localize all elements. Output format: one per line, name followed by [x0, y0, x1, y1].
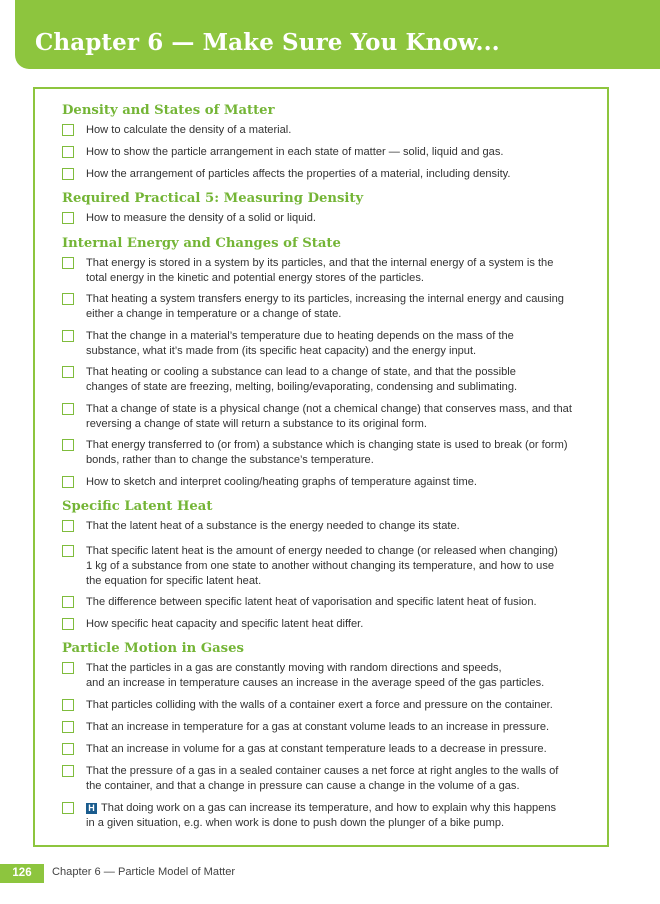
checkbox[interactable] [62, 662, 74, 674]
checkbox[interactable] [62, 293, 74, 305]
checklist-item-line: That a change of state is a physical change (not a chemical change) that conserves mass, and that [86, 403, 572, 415]
checklist-item-line: That energy is stored in a system by its particles, and that the internal energy of a system is the [86, 257, 554, 269]
section-title-internal-energy-and-changes-of-state: Internal Energy and Changes of State [62, 236, 341, 251]
checkbox[interactable] [62, 124, 74, 136]
checklist-item-line: That heating a system transfers energy to its particles, increasing the internal energy and causing [86, 293, 564, 305]
checklist-item-line: changes of state are freezing, melting, boiling/evaporating, condensing and sublimating. [86, 381, 518, 393]
checklist-item-line: bonds, rather than to change the substance’s temperature. [86, 454, 374, 466]
checkbox[interactable] [62, 596, 74, 608]
checklist-item-line: 1 kg of a substance from one state to another without changing its temperature, and how to use [86, 560, 555, 572]
page-title: Chapter 6 — Make Sure You Know... [35, 29, 500, 56]
checklist-item-line: total energy in the kinetic and potential energy stores of the particles. [86, 272, 424, 284]
checkbox[interactable] [62, 520, 74, 532]
checklist-item-text [86, 475, 596, 490]
checkbox[interactable] [62, 366, 74, 378]
checkbox[interactable] [62, 168, 74, 180]
checklist-item-text [86, 544, 596, 589]
checkbox[interactable] [62, 257, 74, 269]
checklist-item-text [86, 292, 596, 322]
checklist-item-text [86, 402, 596, 432]
checklist-item-line: That the latent heat of a substance is the energy needed to change its state. [86, 520, 460, 532]
section-title-density-and-states-of-matter: Density and States of Matter [62, 103, 275, 118]
chapter-header [15, 0, 660, 69]
checklist-item-line: That specific latent heat is the amount of energy needed to change (or released when changing) [86, 545, 558, 557]
checklist-item-line: That heating or cooling a substance can lead to a change of state, and that the possible [86, 366, 516, 378]
checklist-item-line: How to measure the density of a solid or liquid. [86, 212, 317, 224]
checkbox[interactable] [62, 545, 74, 557]
checklist-item-line: substance, what it’s made from (its specific heat capacity) and the energy input. [86, 345, 477, 357]
checklist-item-text [86, 698, 596, 713]
checkbox[interactable] [62, 330, 74, 342]
checklist-item-line: How the arrangement of particles affects the properties of a material, including density. [86, 168, 511, 180]
section-title-specific-latent-heat: Specific Latent Heat [62, 499, 213, 514]
checklist-item-line: That the change in a material’s temperature due to heating depends on the mass of the [86, 330, 514, 342]
checklist-item-line: How to sketch and interpret cooling/heating graphs of temperature against time. [86, 476, 477, 488]
checklist-item-text [86, 661, 596, 691]
checklist-item-line: That energy transferred to (or from) a substance which is changing state is used to break (or form) [86, 439, 568, 451]
checklist-content [35, 89, 611, 849]
checklist-panel [33, 87, 609, 847]
checklist-item-text [86, 256, 596, 286]
checkbox[interactable] [62, 476, 74, 488]
checkbox[interactable] [62, 618, 74, 630]
checklist-item-line: That the pressure of a gas in a sealed container causes a net force at right angles to the walls of [86, 765, 559, 777]
checkbox[interactable] [62, 743, 74, 755]
footer-chapter-title: Chapter 6 — Particle Model of Matter [52, 866, 236, 878]
checklist-item-line: That the particles in a gas are constantly moving with random directions and speeds, [86, 662, 502, 674]
page-number: 126 [0, 864, 44, 883]
checklist-item-text [86, 365, 596, 395]
checklist-item-text [86, 742, 596, 757]
checklist-item-text [86, 617, 596, 632]
checklist-item-text [86, 519, 596, 534]
checkbox[interactable] [62, 765, 74, 777]
checklist-item-line: either a change in temperature or a change of state. [86, 308, 342, 320]
checklist-item-text [86, 595, 596, 610]
checklist-item-line: in a given situation, e.g. when work is done to push down the plunger of a bike pump. [86, 817, 505, 829]
checklist-item-line: The difference between specific latent heat of vaporisation and specific latent heat of fusion. [86, 596, 537, 608]
checklist-item-line: That an increase in temperature for a gas at constant volume leads to an increase in pressure. [86, 721, 550, 733]
checkbox[interactable] [62, 721, 74, 733]
checklist-item-text [86, 211, 596, 226]
checklist-item-text [86, 801, 596, 831]
checklist-item-text [86, 764, 596, 794]
checklist-item-line: How specific heat capacity and specific latent heat differ. [86, 618, 364, 630]
section-title-required-practical-5-measuring-density: Required Practical 5: Measuring Density [62, 191, 364, 206]
checklist-item-line: How to show the particle arrangement in each state of matter — solid, liquid and gas. [86, 146, 504, 158]
checkbox[interactable] [62, 802, 74, 814]
checkbox[interactable] [62, 403, 74, 415]
checklist-item-text [86, 145, 596, 160]
checklist-item-line: That doing work on a gas can increase its temperature, and how to explain why this happens [101, 802, 557, 814]
checkbox[interactable] [62, 146, 74, 158]
checklist-item-text [86, 720, 596, 735]
section-title-particle-motion-in-gases: Particle Motion in Gases [62, 641, 244, 656]
checklist-item-line: That an increase in volume for a gas at constant temperature leads to a decrease in pressure. [86, 743, 547, 755]
checklist-item-text [86, 123, 596, 138]
checklist-item-line: reversing a change of state will return a substance to its original form. [86, 418, 427, 430]
checklist-item-line: and an increase in temperature causes an increase in the average speed of the gas particles. [86, 677, 545, 689]
checklist-item-line: That particles colliding with the walls of a container exert a force and pressure on the container. [86, 699, 553, 711]
checkbox[interactable] [62, 212, 74, 224]
higher-tier-badge: H [86, 803, 97, 814]
checkbox[interactable] [62, 439, 74, 451]
checklist-item-text [86, 438, 596, 468]
checklist-item-line: How to calculate the density of a material. [86, 124, 292, 136]
checklist-item-text [86, 167, 596, 182]
checkbox[interactable] [62, 699, 74, 711]
checklist-item-text [86, 329, 596, 359]
checklist-item-line: the equation for specific latent heat. [86, 575, 262, 587]
checklist-item-line: the container, and that a change in pressure can cause a change in the volume of a gas. [86, 780, 520, 792]
